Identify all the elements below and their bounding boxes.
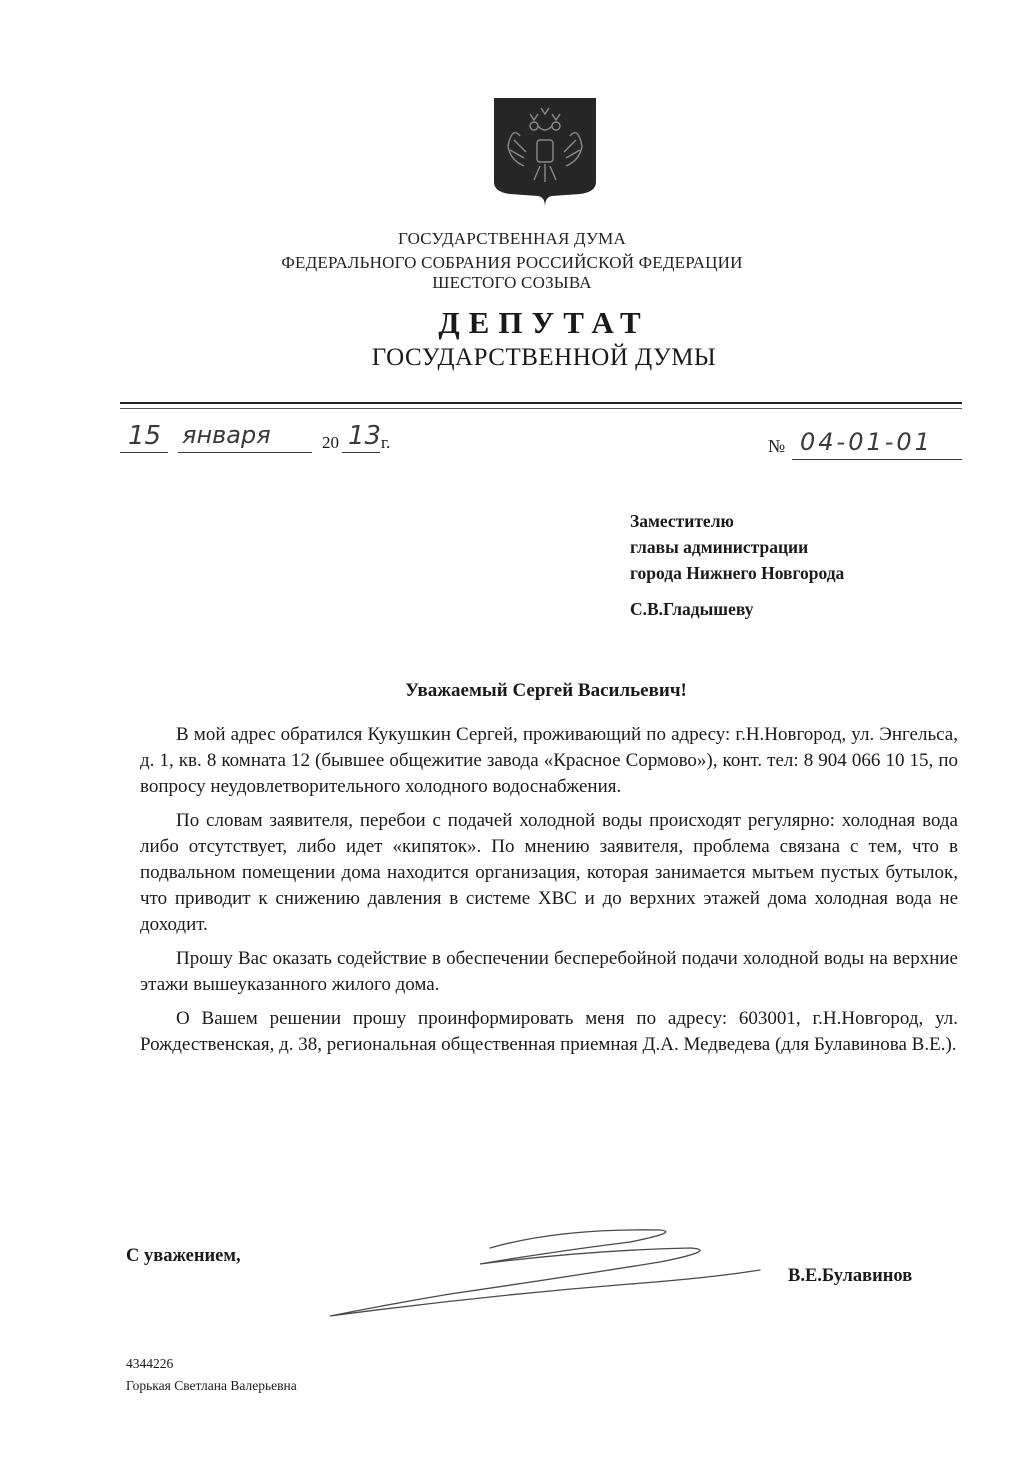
- letterhead-rule-thin: [120, 408, 962, 409]
- body-paragraph-3: Прошу Вас оказать содействие в обеспечении бесперебойной подачи холодной воды на верхние этажи вышеуказанного жилого дома.: [140, 948, 958, 995]
- date-year-line: [342, 452, 380, 453]
- signature: [330, 1218, 770, 1328]
- letterhead-subtitle: ГОСУДАРСТВЕННОЙ ДУМЫ: [371, 344, 717, 371]
- letterhead-rule-thick: [120, 402, 962, 404]
- header-line-3: ШЕСТОГО СОЗЫВА: [432, 273, 592, 292]
- addressee-line-3: города Нижнего Новгорода: [630, 563, 845, 583]
- footer-executor: Горькая Светлана Валерьевна: [126, 1378, 297, 1393]
- letter-body: [140, 722, 958, 1066]
- body-paragraph-4: О Вашем решении прошу проинформировать меня по адресу: 603001, г.Н.Новгород, ул. Рождественская, д. 38, региональная общественная приемная Д.А. Медведева (для Булавинова В.Е.).: [140, 1008, 958, 1055]
- header-line-2: ФЕДЕРАЛЬНОГО СОБРАНИЯ РОССИЙСКОЙ ФЕДЕРАЦИИ: [281, 253, 743, 272]
- date-month-line: [178, 452, 312, 453]
- body-paragraph-1: В мой адрес обратился Кукушкин Сергей, проживающий по адресу: г.Н.Новгород, ул. Энгельса, д. 1, кв. 8 комната 12 (бывшее общежитие завода «Красное Сормово»), конт. тел: 8 904 066 10 15, по вопросу неудовлетворительного холодного водоснабжения.: [140, 724, 958, 797]
- date-year-unit: г.: [381, 433, 391, 452]
- number-line: [792, 459, 962, 460]
- closing-regards: С уважением,: [126, 1246, 241, 1266]
- date-day: 15: [128, 421, 162, 451]
- header-line-1: ГОСУДАРСТВЕННАЯ ДУМА: [398, 229, 626, 248]
- date-year-suffix: 13: [348, 421, 382, 451]
- coat-of-arms-icon: [490, 96, 600, 208]
- number-value: 04-01-01: [800, 428, 933, 456]
- footer-phone: 4344226: [126, 1356, 174, 1371]
- date-month: января: [182, 421, 271, 449]
- salutation: Уважаемый Сергей Васильевич!: [405, 680, 687, 701]
- signer-name: В.Е.Булавинов: [788, 1266, 913, 1286]
- addressee-line-2: главы администрации: [630, 537, 809, 557]
- addressee-line-1: Заместителю: [630, 511, 734, 531]
- number-label: №: [768, 436, 786, 456]
- date-year-prefix: 20: [322, 433, 339, 452]
- date-day-line: [120, 452, 168, 453]
- addressee-name: С.В.Гладышеву: [630, 599, 754, 619]
- body-paragraph-2: По словам заявителя, перебои с подачей холодной воды происходят регулярно: холодная вода либо отсутствует, либо идет «кипяток». По мнению заявителя, проблема связана с тем, что в подвальном помещении дома находится организация, которая занимается мытьем пустых бутылок, что приводит к снижению давления в системе ХВС и до верхних этажей дома холодная вода не доходит.: [140, 810, 958, 935]
- letterhead-title: ДЕПУТАТ: [438, 305, 650, 340]
